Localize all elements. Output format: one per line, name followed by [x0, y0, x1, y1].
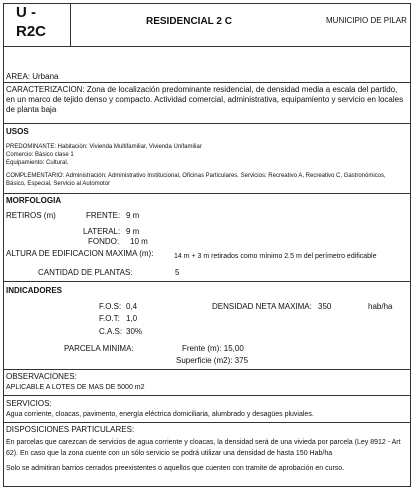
fondo-value: 10 m — [130, 237, 148, 246]
servicios-text: Agua corriente, cloacas, pavimento, energía eléctrica domiciliaria, alumbrado y desagües pluviales. — [6, 411, 314, 418]
altura-value: 14 m + 3 m retirados como mínimo 2.5 m del perímetro edificable — [174, 253, 377, 260]
usos-equipamiento: Equipamiento: Cultural. — [6, 160, 69, 166]
cas-value: 30% — [126, 327, 143, 336]
retiros-label: RETIROS (m) — [6, 211, 56, 220]
fot-label: F.O.T: — [99, 314, 120, 323]
fos-value: 0,4 — [126, 302, 138, 311]
frente-value: 9 m — [126, 211, 140, 220]
morfologia-section — [4, 194, 410, 282]
municipality: MUNICIPIO DE PILAR — [326, 16, 407, 25]
area-section — [4, 71, 410, 83]
lateral-value: 9 m — [126, 227, 140, 236]
usos-section — [4, 124, 410, 194]
area-text: AREA: Urbana — [6, 72, 59, 81]
altura-label: ALTURA DE EDIFICACION MAXIMA (m): — [6, 249, 154, 258]
parcela-superficie: Superficie (m2): 375 — [176, 356, 249, 365]
disposiciones-text2: Solo se admitiran barrios cerrados preexistentes o aquellos que cuenten con tramite de aprobación en curso. — [6, 465, 345, 472]
usos-comercio: Comercio: Básico clase 1 — [6, 152, 74, 158]
caracterizacion-section — [4, 83, 410, 124]
parcela-frente: Frente (m): 15,00 — [182, 344, 244, 353]
densidad-unit: hab/ha — [368, 302, 393, 311]
densidad-label: DENSIDAD NETA MAXIMA: — [212, 302, 312, 311]
header — [4, 4, 410, 47]
zone-code-line2: R2C — [16, 23, 47, 40]
servicios-heading: SERVICIOS: — [6, 399, 52, 408]
disposiciones-section — [4, 423, 410, 486]
fot-value: 1,0 — [126, 314, 138, 323]
morfologia-heading: MORFOLOGIA — [6, 196, 62, 205]
observaciones-text: APLICABLE A LOTES DE MAS DE 5000 m2 — [6, 384, 145, 391]
fondo-label: FONDO: — [88, 237, 120, 246]
fos-label: F.O.S: — [99, 302, 122, 311]
usos-heading: USOS — [6, 127, 29, 136]
frente-label: FRENTE: — [86, 211, 121, 220]
plantas-value: 5 — [175, 268, 180, 277]
zone-code-box — [4, 4, 71, 46]
densidad-value: 350 — [318, 302, 332, 311]
cas-label: C.A.S: — [99, 327, 123, 336]
disposiciones-text1: En parcelas que carezcan de servicios de agua corriente y cloacas, la densidad será de una vivieda por parcela (Ley 8912 - Art 62). En caso que la zona cuente con un sólo servicio se podrá utilizar una densidad de hasta 150 Hab/ha — [6, 439, 401, 457]
indicadores-section — [4, 282, 410, 370]
indicadores-heading: INDICADORES — [6, 286, 63, 295]
observaciones-heading: OBSERVACIONES: — [6, 372, 77, 381]
zone-title: RESIDENCIAL 2 C — [146, 16, 232, 27]
observaciones-section — [4, 370, 410, 396]
servicios-section — [4, 396, 410, 423]
zoning-sheet — [3, 3, 411, 487]
parcela-label: PARCELA MINIMA: — [64, 344, 134, 353]
caracterizacion-text: CARACTERIZACION: Zona de localización predominante residencial, de densidad media a escala del partido, en un marco de tejido denso y compacto. Actividad comercial, administrativa, equipamiento y servicio en locales de planta baja — [6, 85, 404, 114]
disposiciones-heading: DISPOSICIONES PARTICULARES: — [6, 425, 135, 434]
plantas-label: CANTIDAD DE PLANTAS: — [38, 268, 133, 277]
lateral-label: LATERAL: — [83, 227, 121, 236]
zone-code-line1: U - — [16, 4, 36, 21]
usos-predominante: PREDOMINANTE: Habitación: Vivienda Multifamiliar, Vivienda Unifamiliar — [6, 144, 202, 150]
usos-complementario: COMPLEMENTARIO: Administración: Administrativo Institucional, Oficinas Particulares. Servicios: Recreativo A, Recreativo C, Gastronómicos, Básico, Especial, Servicio al Automotor — [6, 173, 386, 187]
